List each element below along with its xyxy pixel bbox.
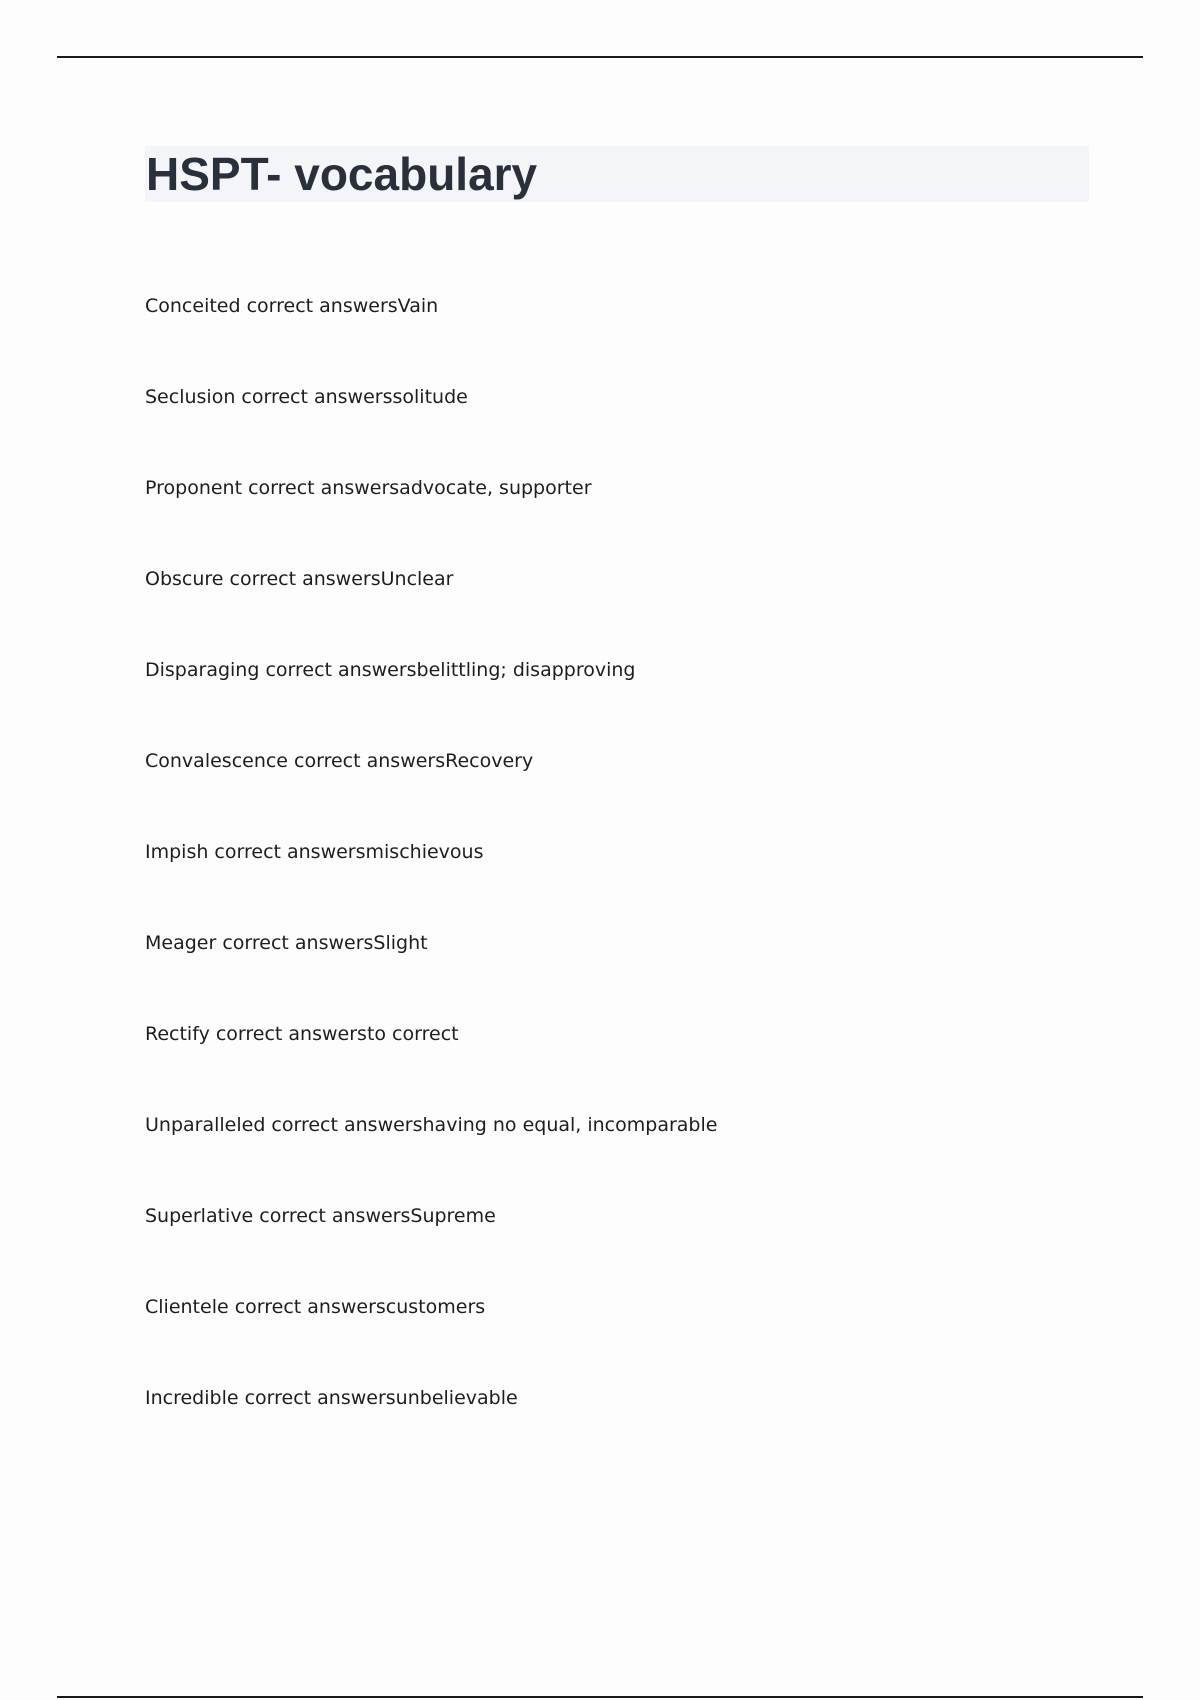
vocabulary-list [145, 293, 1089, 1476]
vocabulary-entry: Conceited correct answersVain [145, 295, 439, 317]
vocabulary-entry: Obscure correct answersUnclear [145, 568, 454, 590]
header-rule [57, 56, 1143, 58]
vocabulary-entry: Impish correct answersmischievous [145, 841, 484, 863]
vocabulary-entry: Seclusion correct answerssolitude [145, 386, 468, 408]
vocabulary-entry: Proponent correct answersadvocate, supporter [145, 477, 592, 499]
vocabulary-entry: Unparalleled correct answershaving no equal, incomparable [145, 1114, 718, 1136]
vocabulary-entry: Convalescence correct answersRecovery [145, 750, 534, 772]
footer-rule [57, 1696, 1143, 1698]
vocabulary-entry: Incredible correct answersunbelievable [145, 1387, 518, 1409]
vocabulary-entry: Meager correct answersSlight [145, 932, 428, 954]
vocabulary-entry: Superlative correct answersSupreme [145, 1205, 496, 1227]
vocabulary-entry: Clientele correct answerscustomers [145, 1296, 486, 1318]
vocabulary-entry: Disparaging correct answersbelittling; disapproving [145, 659, 636, 681]
vocabulary-entry: Rectify correct answersto correct [145, 1023, 459, 1045]
document-title: HSPT- vocabulary [146, 148, 538, 200]
